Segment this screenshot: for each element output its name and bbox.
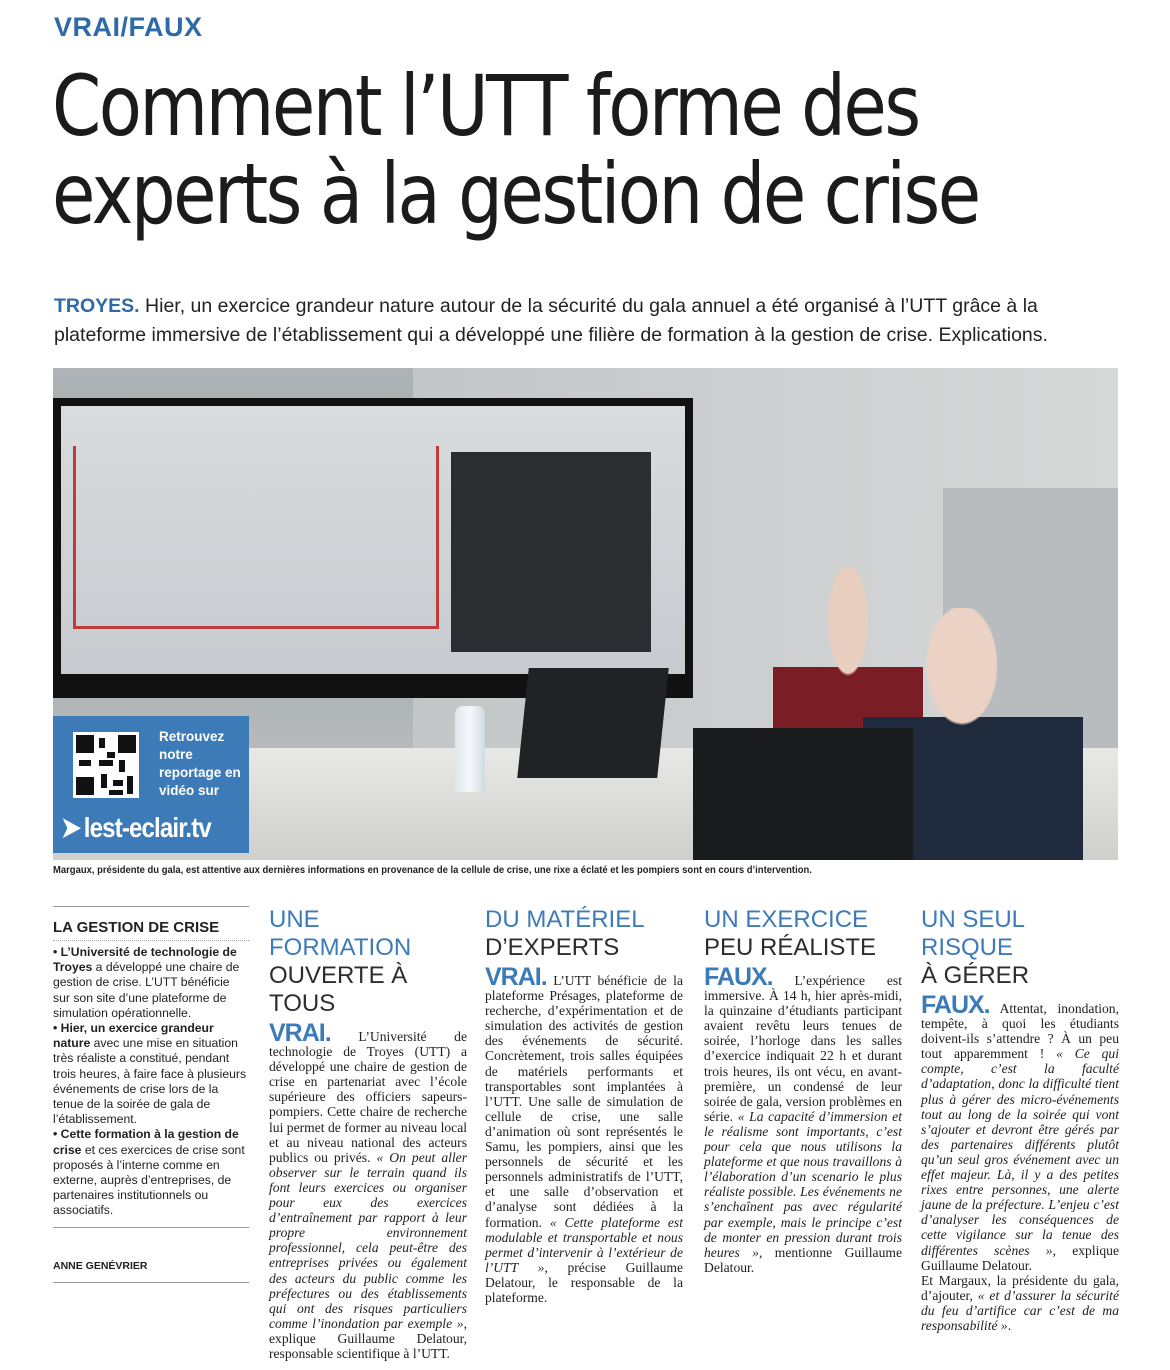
column-text: . bbox=[1007, 1317, 1012, 1333]
sidebar-item-lead: • Hier, un exercice grandeur nature bbox=[53, 1021, 214, 1051]
column-heading bbox=[485, 906, 683, 962]
sidebar-box bbox=[53, 906, 249, 1228]
column-text: , précise Guillaume Delatour, le responsable de la plateforme. bbox=[485, 1259, 683, 1305]
column-kicker: DU MATÉRIEL bbox=[485, 906, 645, 933]
lead-location: TROYES. bbox=[54, 295, 140, 317]
video-promo-url[interactable]: lest-eclair.tv bbox=[83, 812, 211, 843]
sidebar-bottom-rule bbox=[53, 1227, 249, 1228]
column-body bbox=[704, 963, 902, 1275]
column-heading bbox=[921, 906, 1119, 990]
sidebar-item-lead: • Cette formation à la gestion de crise bbox=[53, 1127, 239, 1157]
arrow-logo-icon: ➤ bbox=[61, 812, 81, 843]
photo-laptop-right bbox=[693, 728, 913, 860]
photo-caption: Margaux, présidente du gala, est attentive aux dernières informations en provenance de la cellule de crise, une rixe a éclaté et les pompiers sont en cours d’intervention. bbox=[53, 864, 812, 876]
column-text: Attentat, inondation, tempête, à quoi les étudiants doivent-ils s’attendre ? À un peu tout apparemment ! bbox=[921, 1001, 1119, 1062]
column-subtitle: D’EXPERTS bbox=[485, 934, 620, 961]
column-subtitle: PEU RÉALISTE bbox=[704, 934, 877, 961]
photo-water-bottle bbox=[455, 706, 485, 792]
article-column-2 bbox=[485, 906, 683, 1305]
lead-paragraph bbox=[54, 292, 1126, 350]
sidebar-item bbox=[53, 1021, 249, 1127]
sidebar-divider bbox=[53, 940, 249, 941]
author-byline: ANNE GENÉVRIER bbox=[53, 1260, 249, 1283]
column-kicker: UN EXERCICE bbox=[704, 906, 869, 933]
sidebar-item bbox=[53, 1127, 249, 1218]
article-column-3 bbox=[704, 906, 902, 1275]
headline bbox=[52, 57, 979, 243]
column-body bbox=[269, 1019, 467, 1361]
photo-video-screen bbox=[53, 398, 693, 698]
column-quote: « La capacité d’immersion et le réalisme sont importants, c’est pour cela que nous utilisons la plateforme et que nous travaillons à l’élaboration d’un scenario le plus réaliste possible. Les événements ne s’enchaînent pas avec régularité par exemple, mais le principe c’est de monter en pression durant trois heures » bbox=[704, 1108, 902, 1260]
column-quote: « et d’assurer la sécurité du feu d’artifice car c’est de ma responsabilité » bbox=[921, 1287, 1119, 1333]
sidebar-item-text: et ces exercices de crise sont proposés à l’interne comme en externe, auprès d’entreprises, de partenaires institutionnels ou associatifs. bbox=[53, 1142, 245, 1218]
column-heading bbox=[704, 906, 902, 962]
column-quote: « Ce qui compte, c’est la faculté d’adaptation, donc la difficulté tient plus à gérer des micro-événements tout au long de la soirée qui vont s’ajouter et devront être gérés par des partenaires différents plutôt qu’un seul gros événement avec un effet majeur. Là, il y a des petites rixes entre personnes, une alerte jaune de la préfecture. L’enjeu c’est d’analyser les conséquences de cette vigilance sur la tenue des différentes scènes » bbox=[921, 1046, 1119, 1258]
photo-laptop-left bbox=[517, 668, 669, 778]
photo-screen-monitor bbox=[451, 452, 651, 652]
sidebar-item bbox=[53, 945, 249, 1021]
verdict-label: VRAI. bbox=[485, 963, 547, 991]
column-subtitle: À GÉRER bbox=[921, 962, 1030, 989]
sidebar-item-text: a développé une chaire de gestion de crise. L’UTT bénéficie sur son site d’une plateforme de simulation opérationnelle. bbox=[53, 960, 240, 1020]
headline-line-1: Comment l’UTT forme des bbox=[52, 57, 919, 155]
video-promo-box[interactable] bbox=[53, 716, 249, 853]
column-text: L’UTT bénéficie de la plateforme Présages, plateforme de recherche, d’expérimentation et de simulation des activités de gestion des événements de sécurité. Concrètement, trois salles équipées de matériels performants et transportables sont implantées à l’UTT. Une salle de simulation de cellule de crise, une salle d’animation où sont représentés le Samu, les pompiers, ainsi que les personnels de sécurité et les personnels administratifs de l’UTT, et une salle d’observation et d’analyse sont dédiées à la formation. bbox=[485, 973, 683, 1230]
column-body bbox=[921, 991, 1119, 1333]
video-promo-text: Retrouvez notre reportage en vidéo sur bbox=[159, 729, 241, 798]
column-quote: « On peut aller observer sur le terrain quand ils font leurs exercices ou organiser pour eux des exercices d’entraînement par rapport à leur propre environnement professionnel, cela peut-être des entreprises privées ou également des acteurs du public comme les préfectures ou des établissements qui ont des risques particuliers comme l’inondation par exemple » bbox=[269, 1149, 467, 1331]
video-promo-link[interactable] bbox=[61, 811, 211, 844]
column-kicker: UN SEUL RISQUE bbox=[921, 906, 1025, 961]
lead-text: Hier, un exercice grandeur nature autour de la sécurité du gala annuel a été organisé à l’UTT grâce à la plateforme immersive de l’établissement qui a développé une filière de formation à la gestion de crise. Explications. bbox=[54, 295, 1048, 346]
verdict-label: FAUX. bbox=[704, 963, 773, 991]
section-kicker: VRAI/FAUX bbox=[54, 12, 203, 42]
column-body bbox=[485, 963, 683, 1305]
headline-line-2: experts à la gestion de crise bbox=[52, 145, 979, 243]
sidebar-item-text: avec une mise en situation très réaliste a constitué, pendant trois heures, à faire face à plusieurs événements de crise lors de la tenue de la soirée de gala de l’établissement. bbox=[53, 1036, 247, 1127]
verdict-label: FAUX. bbox=[921, 991, 990, 1019]
verdict-label: VRAI. bbox=[269, 1019, 331, 1047]
column-text: , explique Guillaume Delatour, responsable scientifique à l’UTT. bbox=[269, 1315, 467, 1361]
column-quote: « Cette plateforme est modulable et transportable et nous permet d’intervenir à l’extérieur de l’UTT » bbox=[485, 1214, 683, 1275]
column-text: Et Margaux, la présidente du gala, d’ajouter, bbox=[921, 1272, 1119, 1303]
column-heading bbox=[269, 906, 467, 1018]
sidebar-title: LA GESTION DE CRISE bbox=[53, 906, 249, 936]
column-text: , explique Guillaume Delatour. bbox=[921, 1242, 1119, 1273]
column-text: L’expérience est immersive. À 14 h, hier après-midi, la quinzaine d’étudiants participant avaient revêtu leurs tenues de soirée, l’horloge dans les salles d’exercice indiquait 22 h et durant trois heures, ils ont vécu, en avant-première, un condensé de leur soirée de gala, version problèmes en série. bbox=[704, 973, 902, 1124]
qr-code-icon[interactable] bbox=[73, 732, 139, 798]
column-text: , mentionne Guillaume Delatour. bbox=[704, 1244, 902, 1275]
column-subtitle: OUVERTE À TOUS bbox=[269, 962, 408, 1017]
photo-screen-room bbox=[73, 446, 439, 629]
column-kicker: UNE FORMATION bbox=[269, 906, 412, 961]
article-column-1 bbox=[269, 906, 467, 1361]
article-column-4 bbox=[921, 906, 1119, 1333]
column-text: L’Université de technologie de Troyes (UTT) a développé une chaire de gestion de crise en partenariat avec l’école supérieure des officiers sapeurs-pompiers. Cette chaire de recherche lui permet de former au niveau local et au niveau national des acteurs publics ou privés. bbox=[269, 1029, 467, 1165]
photo-screen-feed bbox=[61, 406, 685, 674]
sidebar-item-lead: • L’Université de technologie de Troyes bbox=[53, 945, 237, 975]
